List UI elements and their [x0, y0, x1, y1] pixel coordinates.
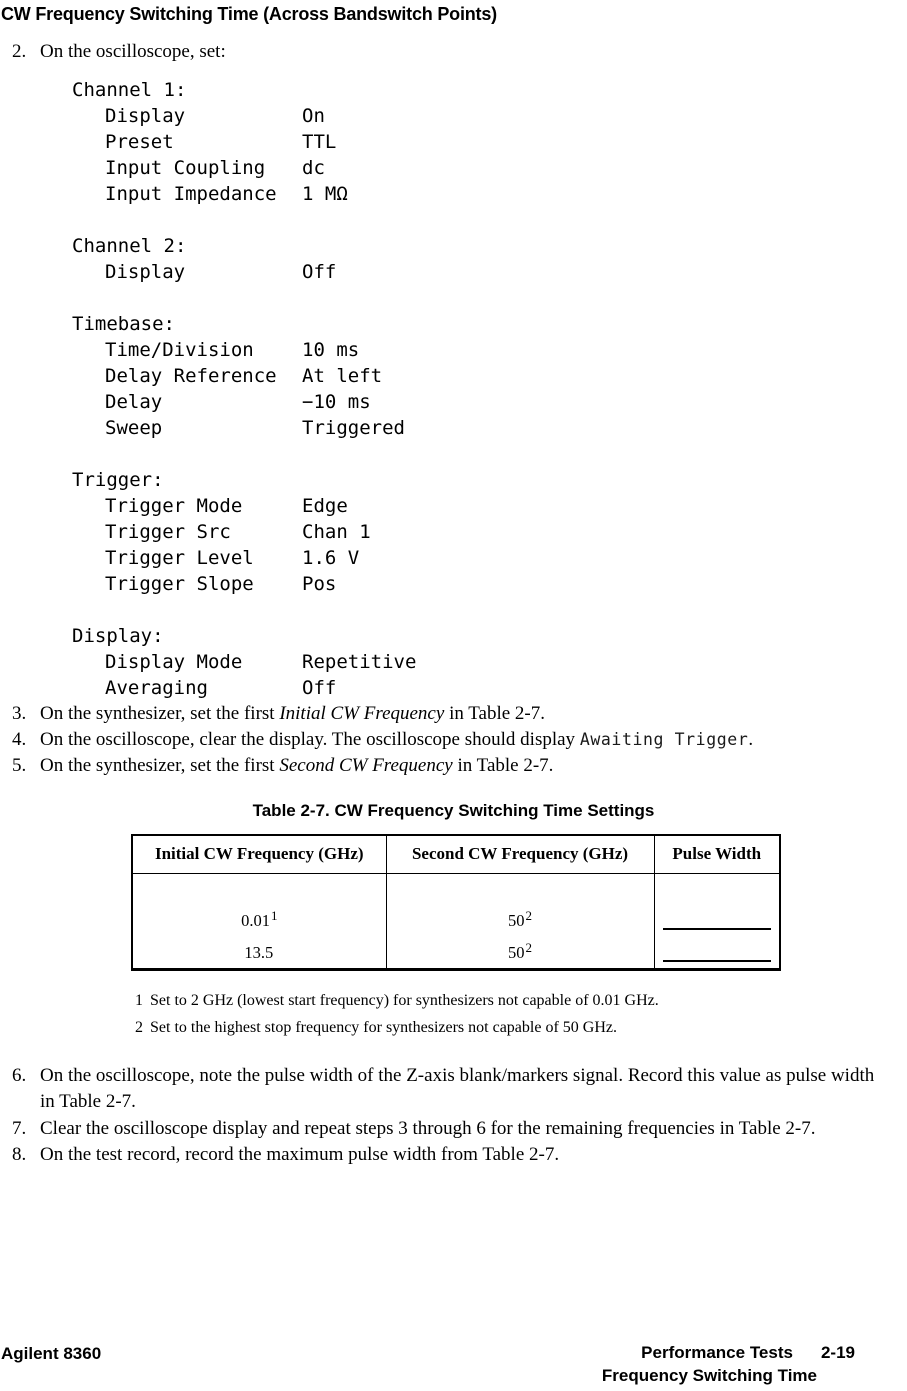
step-4 — [12, 727, 891, 753]
settings-block-timebase — [72, 311, 907, 441]
second-frequency-value: 50 — [508, 943, 525, 962]
step-3 — [12, 701, 891, 727]
setting-row — [72, 129, 907, 155]
step-text-segment: . — [748, 729, 754, 750]
column-header-second-cw-frequency: Second CW Frequency (GHz) — [386, 835, 654, 873]
table-footnotes — [135, 987, 907, 1041]
setting-value: Repetitive — [302, 651, 417, 673]
setting-row — [72, 181, 907, 207]
settings-block-trigger — [72, 467, 907, 597]
settings-header: Display: — [72, 625, 164, 647]
footnote-text: Set to the highest stop frequency for synthesizers not capable of 50 GHz. — [150, 1018, 617, 1036]
setting-row — [72, 571, 907, 597]
table-body — [132, 873, 780, 969]
step-7 — [12, 1116, 891, 1143]
setting-value: 1.6 V — [302, 547, 360, 569]
footer-section-line — [602, 1341, 855, 1364]
footer-product-name: Agilent 8360 — [1, 1344, 102, 1363]
initial-frequency-cell — [132, 873, 386, 969]
table-caption: Table 2-7. CW Frequency Switching Time Settings — [252, 801, 655, 820]
step-number: 5. — [12, 755, 27, 776]
second-frequency-value: 50 — [508, 911, 525, 930]
setting-label: Trigger Src — [105, 521, 231, 543]
setting-label: Delay — [105, 391, 163, 413]
footnote-text: Set to 2 GHz (lowest start frequency) for synthesizers not capable of 0.01 GHz. — [150, 991, 659, 1009]
settings-block-channel-2 — [72, 233, 907, 285]
initial-cw-frequency-ref: Initial CW Frequency — [279, 703, 445, 724]
page-title: CW Frequency Switching Time (Across Bandswitch Points) — [1, 4, 497, 24]
setting-row — [72, 155, 907, 181]
table-row — [387, 898, 654, 930]
cw-frequency-switching-table — [131, 834, 781, 971]
step-text — [40, 753, 891, 779]
step-text-segment: in Table 2-7. — [444, 703, 545, 724]
step-8 — [12, 1142, 891, 1169]
step-6 — [12, 1063, 891, 1116]
setting-row — [72, 337, 907, 363]
oscilloscope-status-text: Awaiting Trigger — [579, 730, 749, 749]
table-row — [655, 898, 780, 930]
table-header-row — [132, 835, 780, 873]
setting-value: −10 ms — [302, 391, 371, 413]
step-number: 4. — [12, 729, 27, 750]
step-number: 7. — [12, 1117, 27, 1139]
setting-label: Trigger Mode — [105, 495, 243, 517]
step-number: 3. — [12, 703, 27, 724]
setting-value: Triggered — [302, 417, 405, 439]
footer-right-block — [602, 1341, 855, 1387]
setting-label: Sweep — [105, 417, 163, 439]
table-row — [655, 930, 780, 962]
setting-value: Off — [302, 677, 337, 699]
table-row — [133, 898, 386, 930]
setting-row — [72, 545, 907, 571]
footer-subsection-title: Frequency Switching Time — [601, 1366, 817, 1385]
table-row — [133, 930, 386, 962]
setting-row — [72, 103, 907, 129]
footnote-2 — [135, 1014, 907, 1041]
setting-label: Trigger Level — [105, 547, 254, 569]
setting-label: Display Mode — [105, 651, 243, 673]
step-text-segment: On the synthesizer, set the first — [40, 755, 280, 776]
footer-page-number: 2-19 — [820, 1343, 855, 1362]
footnote-marker-superscript: 2 — [525, 907, 532, 923]
setting-label: Delay Reference — [105, 365, 277, 387]
setting-row — [72, 363, 907, 389]
settings-block-display — [72, 623, 907, 701]
footnote-marker-superscript: 2 — [525, 939, 532, 955]
step-text: On the test record, record the maximum pulse width from Table 2-7. — [40, 1144, 560, 1165]
footnote-1 — [135, 987, 907, 1014]
setting-label: Preset — [105, 131, 174, 153]
setting-value: On — [302, 105, 325, 127]
setting-value: Off — [302, 261, 337, 283]
second-frequency-cell — [386, 873, 654, 969]
settings-block-channel-1 — [72, 77, 907, 207]
setting-value: At left — [302, 365, 383, 387]
setting-label: Display — [105, 105, 186, 127]
settings-header: Trigger: — [72, 469, 164, 491]
final-steps — [0, 1063, 907, 1169]
step-text-segment: On the oscilloscope, clear the display. The oscilloscope should display — [40, 729, 580, 750]
step-number: 8. — [12, 1144, 27, 1165]
step-number: 2. — [12, 41, 27, 62]
pulse-width-cell — [654, 873, 780, 969]
setting-value: Edge — [302, 495, 348, 517]
setting-row — [72, 259, 907, 285]
oscilloscope-settings-list — [72, 77, 907, 701]
setting-row — [72, 649, 907, 675]
setting-value: Pos — [302, 573, 337, 595]
setting-row — [72, 493, 907, 519]
table-row — [387, 930, 654, 962]
setting-row — [72, 415, 907, 441]
column-header-initial-cw-frequency: Initial CW Frequency (GHz) — [132, 835, 386, 873]
step-text-segment: in Table 2-7. — [452, 755, 554, 776]
step-text: On the oscilloscope, set: — [40, 41, 226, 62]
pulse-width-blank-line — [663, 960, 771, 962]
settings-header: Channel 1: — [72, 79, 187, 101]
initial-frequency-value: 13.5 — [244, 943, 274, 962]
step-text-segment: On the synthesizer, set the first — [40, 703, 280, 724]
setting-label: Time/Division — [105, 339, 254, 361]
step-text: Clear the oscilloscope display and repeat steps 3 through 6 for the remaining frequencies in Table 2-7. — [40, 1117, 816, 1139]
setting-value: 10 ms — [302, 339, 360, 361]
step-2 — [12, 39, 891, 65]
step-number: 6. — [12, 1064, 27, 1086]
second-cw-frequency-ref: Second CW Frequency — [279, 755, 453, 776]
pulse-width-blank-line — [663, 928, 771, 930]
setting-value: Chan 1 — [302, 521, 371, 543]
footer-section-title: Performance Tests — [641, 1343, 793, 1362]
column-header-pulse-width: Pulse Width — [654, 835, 780, 873]
step-5 — [12, 753, 891, 779]
step-text — [40, 727, 891, 753]
setting-label: Input Impedance — [105, 183, 277, 205]
step-text — [40, 701, 891, 727]
step-text: On the oscilloscope, note the pulse width of the Z-axis blank/markers signal. Record this value as pulse width in Table 2-7. — [40, 1064, 875, 1112]
setting-value: dc — [302, 157, 325, 179]
initial-frequency-value: 0.01 — [241, 911, 270, 930]
footnote-marker: 1 — [135, 991, 143, 1009]
setting-label: Averaging — [105, 677, 208, 699]
setting-row — [72, 675, 907, 701]
setting-row — [72, 519, 907, 545]
setting-row — [72, 389, 907, 415]
setting-value: 1 MΩ — [302, 183, 348, 205]
settings-header: Timebase: — [72, 313, 175, 335]
setting-label: Trigger Slope — [105, 573, 254, 595]
settings-header: Channel 2: — [72, 235, 187, 257]
setting-value: TTL — [302, 131, 337, 153]
footnote-marker-superscript: 1 — [270, 907, 278, 923]
setting-label: Display — [105, 261, 186, 283]
setting-label: Input Coupling — [105, 157, 266, 179]
footnote-marker: 2 — [135, 1018, 143, 1036]
